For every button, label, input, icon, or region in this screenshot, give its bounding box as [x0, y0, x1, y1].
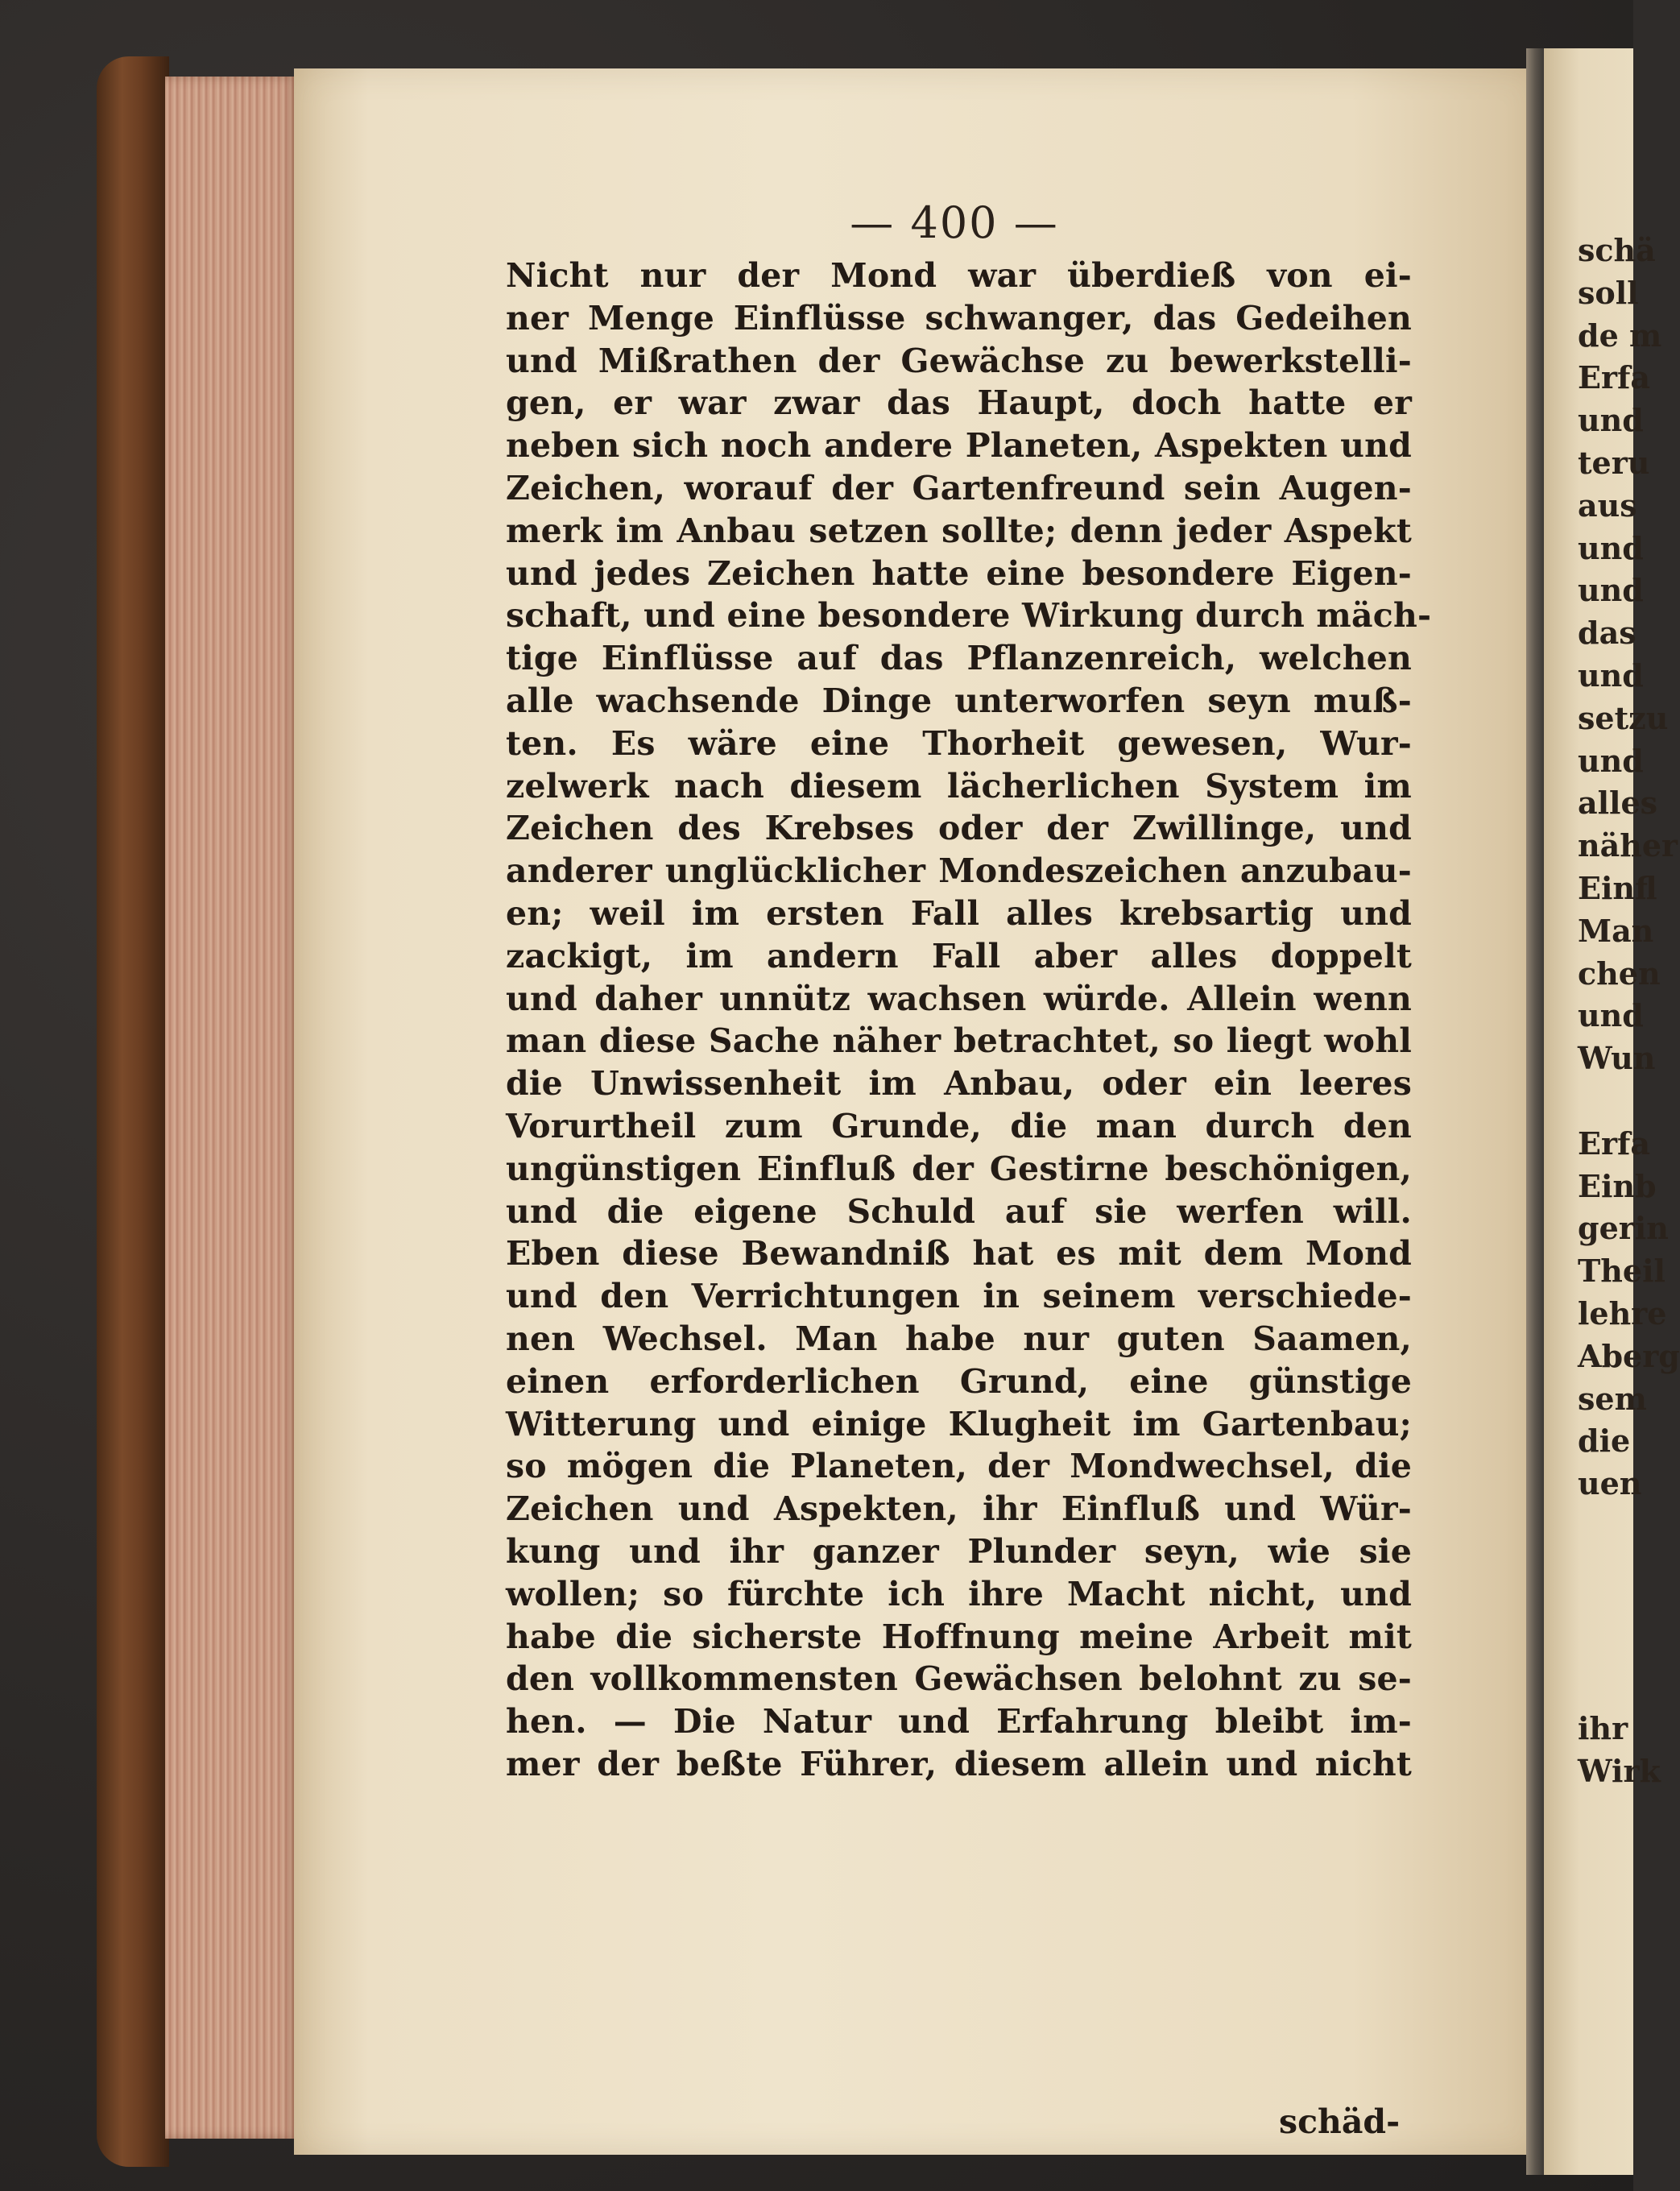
text-line: und daher unnütz wachsen würde. Allein wenn	[506, 979, 1412, 1018]
facing-page-line: chen	[1578, 955, 1661, 992]
text-line: und den Verrichtungen in seinem verschiede-	[506, 1277, 1412, 1316]
text-line: und Mißrathen der Gewächse zu bewerkstelli-	[506, 341, 1412, 380]
facing-page-line: Einb	[1578, 1167, 1657, 1204]
text-line: Witterung und einige Klugheit im Gartenbau;	[506, 1404, 1412, 1443]
facing-page-line: ihr	[1578, 1710, 1628, 1746]
facing-page-line: aus	[1578, 487, 1637, 524]
text-line: anderer unglücklicher Mondeszeichen anzubau-	[506, 851, 1412, 891]
text-line: hen. — Die Natur und Erfahrung bleibt im-	[506, 1702, 1412, 1742]
text-line: nen Wechsel. Man habe nur guten Saamen,	[506, 1319, 1412, 1358]
facing-page-fragment	[1544, 48, 1680, 2175]
facing-page-line: und	[1578, 572, 1644, 609]
text-line: zelwerk nach diesem lächerlichen System im	[506, 766, 1412, 806]
facing-page-line: lehre	[1578, 1294, 1667, 1332]
text-line: neben sich noch andere Planeten, Aspekten und	[506, 426, 1412, 466]
text-line: Zeichen, worauf der Gartenfreund sein Augen-	[506, 468, 1412, 507]
text-line: Zeichen und Aspekten, ihr Einfluß und Wür-	[506, 1489, 1412, 1529]
facing-page-line: und	[1578, 742, 1644, 779]
facing-page-line: Man	[1578, 912, 1654, 949]
text-line: und die eigene Schuld auf sie werfen will.	[506, 1191, 1412, 1231]
facing-page-line: Wun	[1578, 1040, 1656, 1077]
facing-page-line: Theil	[1578, 1253, 1666, 1290]
text-line: Nicht nur der Mond war überdieß von ei-	[506, 256, 1412, 295]
text-line: ner Menge Einflüsse schwanger, das Gedeihen	[506, 298, 1412, 338]
text-line: einen erforderlichen Grund, eine günstige	[506, 1361, 1412, 1401]
text-line: merk im Anbau setzen sollte; denn jeder Aspekt	[506, 511, 1412, 550]
text-line: wollen; so fürchte ich ihre Macht nicht, und	[506, 1574, 1412, 1613]
facing-page-line: Erfa	[1578, 1124, 1650, 1162]
facing-page-line: schä	[1578, 232, 1656, 268]
text-line: Eben diese Bewandniß hat es mit dem Mond	[506, 1234, 1412, 1274]
body-text	[506, 255, 1432, 1786]
text-line: so mögen die Planeten, der Mondwechsel, die	[506, 1447, 1412, 1486]
facing-page-line: und	[1578, 402, 1644, 439]
book-gutter	[1526, 48, 1544, 2175]
facing-page-line: Wirk	[1578, 1752, 1661, 1789]
facing-page-text-bottom	[1578, 1708, 1661, 1793]
facing-page-line: de m	[1578, 317, 1662, 354]
text-line: en; weil im ersten Fall alles krebsartig und	[506, 893, 1412, 933]
page-edges	[165, 77, 298, 2139]
facing-page-line: und	[1578, 656, 1644, 694]
facing-page-line: Einfl	[1578, 869, 1657, 906]
catchword: schäd-	[1279, 2102, 1401, 2141]
facing-page-line: Erfa	[1578, 359, 1650, 396]
facing-page-line: Aberg	[1578, 1337, 1680, 1374]
facing-page-line: teru	[1578, 444, 1650, 481]
text-line: man diese Sache näher betrachtet, so liegt wohl	[506, 1021, 1412, 1061]
text-line: und jedes Zeichen hatte eine besondere Eigen-	[506, 553, 1412, 593]
page-number: — 400 —	[850, 197, 1059, 248]
text-line: mer der beßte Führer, diesem allein und nicht	[506, 1744, 1412, 1783]
facing-page-line: die	[1578, 1423, 1631, 1460]
facing-page-line: und	[1578, 529, 1644, 566]
text-line: habe die sicherste Hoffnung meine Arbeit mit	[506, 1617, 1412, 1656]
text-line: den vollkommensten Gewächsen belohnt zu se-	[506, 1659, 1412, 1699]
text-line: schaft, und eine besondere Wirkung durch mäch-	[506, 596, 1432, 636]
text-line: Vorurtheil zum Grunde, die man durch den	[506, 1106, 1412, 1145]
facing-page-text	[1578, 230, 1680, 1506]
text-line: ten. Es wäre eine Thorheit gewesen, Wur-	[506, 723, 1412, 763]
facing-page-line: näher	[1578, 827, 1678, 864]
text-line: zackigt, im andern Fall aber alles doppelt	[506, 936, 1412, 975]
facing-page-line	[1578, 1080, 1680, 1123]
text-line: Zeichen des Krebses oder der Zwillinge, und	[506, 809, 1412, 848]
facing-page-line: gerin	[1578, 1210, 1669, 1247]
facing-page-line: und	[1578, 997, 1644, 1034]
facing-page-line: soll	[1578, 274, 1639, 311]
book-cover-edge	[97, 56, 169, 2167]
text-line: kung und ihr ganzer Plunder seyn, wie sie	[506, 1531, 1412, 1571]
text-line: tige Einflüsse auf das Pflanzenreich, welchen	[506, 639, 1412, 678]
facing-page-line: sem	[1578, 1380, 1647, 1417]
text-line: alle wachsende Dinge unterworfen seyn muß-	[506, 681, 1412, 720]
facing-page-line: setzu	[1578, 699, 1669, 736]
facing-page-line: alles	[1578, 785, 1658, 822]
text-line: ungünstigen Einfluß der Gestirne beschönigen,	[506, 1149, 1412, 1188]
facing-page-line: das	[1578, 615, 1637, 652]
text-line: die Unwissenheit im Anbau, oder ein leeres	[506, 1064, 1412, 1104]
text-line: gen, er war zwar das Haupt, doch hatte er	[506, 383, 1412, 423]
facing-page-line: uen	[1578, 1465, 1642, 1502]
